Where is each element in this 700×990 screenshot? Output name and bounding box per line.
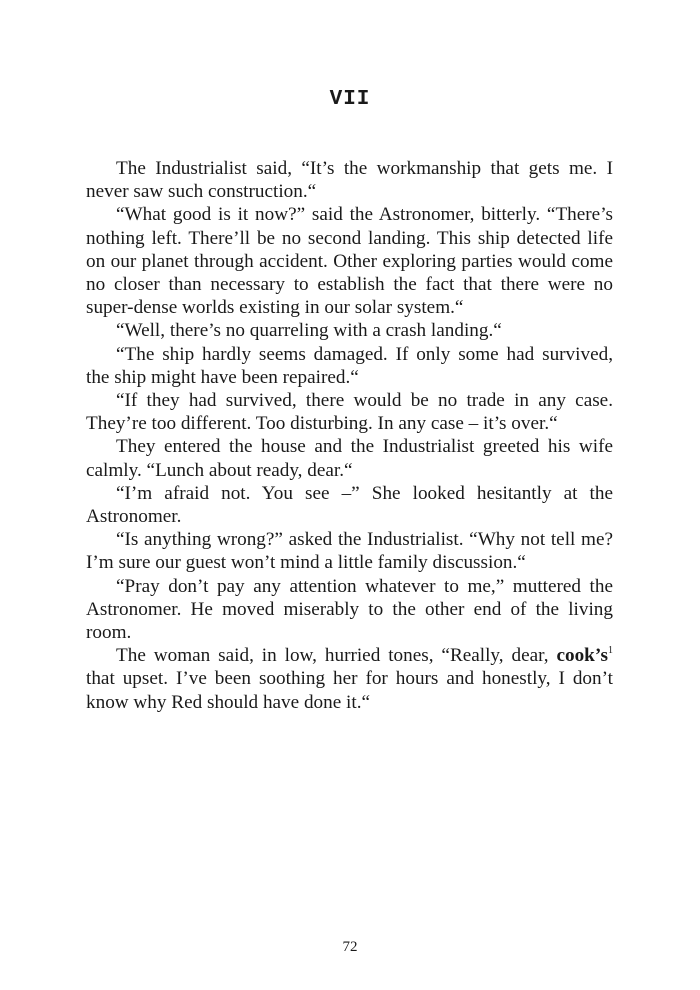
paragraph-final-end: that upset. I’ve been soothing her for hours and honestly, I don’t know why Red should have done it.“ xyxy=(86,668,613,713)
paragraph-final xyxy=(86,644,613,714)
bold-term: cook’s xyxy=(556,645,608,667)
paragraph: They entered the house and the Industrialist greeted his wife calmly. “Lunch about ready, dear.“ xyxy=(86,436,613,481)
footnote-marker[interactable]: 1 xyxy=(608,645,613,657)
paragraph: “Pray don’t pay any attention whatever to me,” muttered the Astronomer. He moved miserably to the other end of the living room. xyxy=(86,575,613,644)
paragraph: “Is anything wrong?” asked the Industrialist. “Why not tell me? I’m sure our guest won’t mind a little family discussion.“ xyxy=(86,529,613,574)
page-number: 72 xyxy=(342,939,358,955)
paragraph: The Industrialist said, “It’s the workmanship that gets me. I never saw such construction.“ xyxy=(86,158,613,203)
paragraph: “I’m afraid not. You see –” She looked hesitantly at the Astronomer. xyxy=(86,482,613,528)
paragraph: “The ship hardly seems damaged. If only some had survived, the ship might have been repaired.“ xyxy=(86,343,613,388)
body-text xyxy=(86,157,613,714)
paragraph-final-start: The woman said, in low, hurried tones, “Really, dear, xyxy=(116,645,557,667)
paragraph: “If they had survived, there would be no trade in any case. They’re too different. Too disturbing. In any case – it’s over.“ xyxy=(86,390,613,435)
paragraph: “Well, there’s no quarreling with a crash landing.“ xyxy=(116,320,502,342)
chapter-heading: VII xyxy=(329,88,371,111)
paragraph: “What good is it now?” said the Astronomer, bitterly. “There’s nothing left. There’ll be no second landing. This ship detected life on our planet through accident. Other exploring parties would come no closer than necessary to establish the fact that there were no super-dense worlds existing in our solar system.“ xyxy=(86,204,613,319)
